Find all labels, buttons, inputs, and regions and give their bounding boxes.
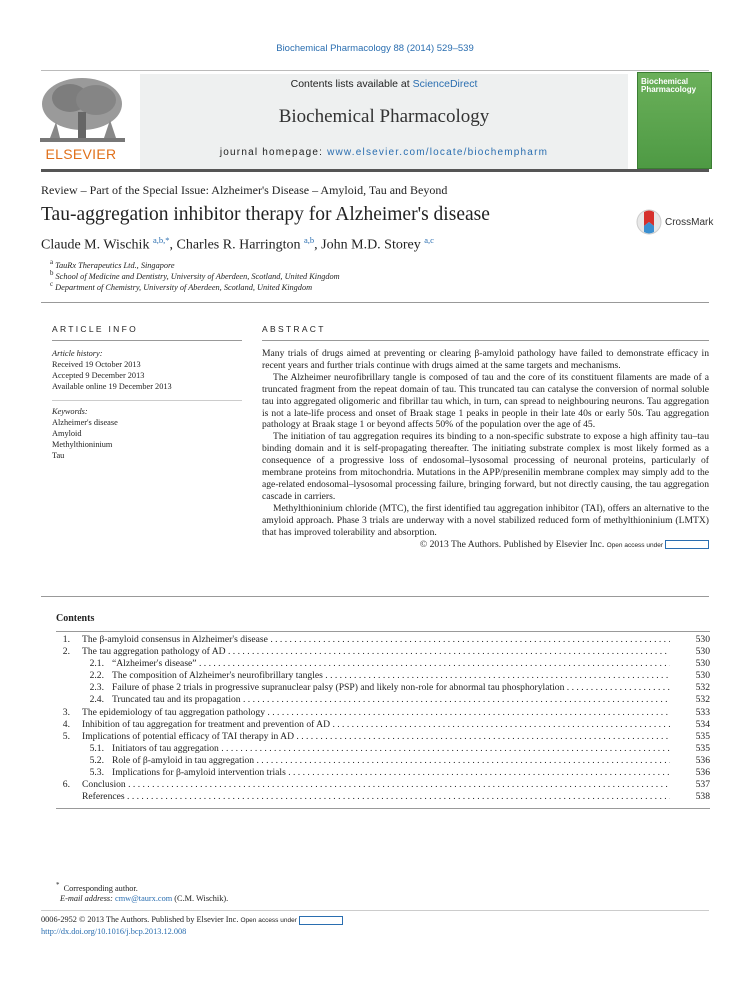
toc-title: Initiators of tau aggregation . . . <box>56 743 670 755</box>
toc-page: 536 <box>695 767 710 779</box>
article-history <box>52 348 172 392</box>
keyword: Amyloid <box>52 429 82 438</box>
affil-mark: b <box>50 270 54 277</box>
cc-license-badge[interactable] <box>665 540 709 549</box>
email-suffix: (C.M. Wischik). <box>174 894 229 903</box>
toc-number: 5.3. <box>89 767 104 779</box>
author-affil-link[interactable]: a,c <box>424 235 434 245</box>
paper-title: Tau-aggregation inhibitor therapy for Alzheimer's disease <box>41 204 490 225</box>
history-item: Received 19 October 2013 <box>52 360 141 369</box>
footnote-email <box>60 894 228 903</box>
toc-entry[interactable] <box>56 682 710 694</box>
toc-title: Failure of phase 2 trials in progressive supranuclear palsy (PSP) and likely non-role for abnormal tau phosphorylation . . . <box>56 682 670 694</box>
toc-page: 530 <box>695 670 710 682</box>
sciencedirect-link[interactable]: ScienceDirect <box>412 78 478 90</box>
toc-title: Inhibition of tau aggregation for treatment and prevention of AD . . . <box>56 719 670 731</box>
toc-page: 530 <box>695 634 710 645</box>
divider <box>41 596 709 597</box>
affil-mark: c <box>50 281 54 288</box>
toc-number: 2.2. <box>89 670 104 682</box>
running-head[interactable]: Biochemical Pharmacology 88 (2014) 529–539 <box>276 43 474 54</box>
toc-number: 1. <box>62 634 70 645</box>
divider <box>41 910 709 911</box>
affil-text: School of Medicine and Dentistry, University of Aberdeen, Scotland, United Kingdom <box>55 271 340 281</box>
toc-entry[interactable] <box>56 707 710 719</box>
toc-entry[interactable] <box>56 767 710 779</box>
toc-page: 532 <box>695 682 710 694</box>
abstract-paragraph: Methylthioninium chloride (MTC), the first identified tau aggregation inhibitor (TAI), offers an alternative to the amyloid approach. Phase 3 trials are underway with a novel stabilized reduced form of methylthioninium (LMTX) that has improved tolerability and absorption. <box>262 502 709 538</box>
toc-page: 535 <box>695 730 710 742</box>
toc-number: 2.1. <box>89 658 104 670</box>
toc-page: 536 <box>695 754 710 766</box>
author-affil-link[interactable]: a,b,* <box>152 235 170 245</box>
toc-title: Truncated tau and its propagation . . . <box>56 694 670 706</box>
keyword: Tau <box>52 451 65 460</box>
table-of-contents <box>56 634 710 803</box>
header-bottom-rule <box>41 169 709 172</box>
issn-line <box>41 915 343 925</box>
header-top-rule <box>41 70 709 71</box>
toc-title: Implications for β-amyloid intervention trials . . . <box>56 767 670 779</box>
toc-entry[interactable] <box>56 791 710 803</box>
toc-title: The tau aggregation pathology of AD . . . <box>56 646 670 658</box>
crossmark-button[interactable] <box>636 208 713 236</box>
affil-text: Department of Chemistry, University of Aberdeen, Scotland, United Kingdom <box>55 282 313 292</box>
divider <box>41 302 709 303</box>
history-item: Available online 19 December 2013 <box>52 382 172 391</box>
copyright-text: © 2013 The Authors. Published by Elsevier Inc. <box>419 538 605 550</box>
divider <box>262 340 709 341</box>
toc-number: 2.4. <box>89 694 104 706</box>
toc-number: 4. <box>62 718 70 730</box>
email-link[interactable]: cmw@taurx.com <box>115 894 173 903</box>
divider <box>56 631 710 632</box>
keyword: Methylthioninium <box>52 440 113 449</box>
keyword: Alzheimer's disease <box>52 418 118 427</box>
toc-number: 6. <box>62 779 70 791</box>
contents-available <box>140 78 628 90</box>
divider <box>56 808 710 809</box>
toc-entry[interactable] <box>56 731 710 743</box>
contents-prefix: Contents lists available at <box>290 78 410 90</box>
affil-mark: a <box>50 259 54 266</box>
affiliation <box>50 281 312 292</box>
abstract-heading: ABSTRACT <box>262 324 326 334</box>
email-label: E-mail address: <box>60 894 113 903</box>
toc-entry[interactable] <box>56 646 710 658</box>
affiliation <box>50 259 175 270</box>
toc-title: Role of β-amyloid in tau aggregation . . . <box>56 755 670 767</box>
issn-text: 0006-2952 © 2013 The Authors. Published by Elsevier Inc. <box>41 915 239 924</box>
publisher-wordmark[interactable]: ELSEVIER <box>45 146 117 162</box>
doi-link[interactable]: http://dx.doi.org/10.1016/j.bcp.2013.12.008 <box>41 927 187 936</box>
affil-text: TauRx Therapeutics Ltd., Singapore <box>55 260 175 270</box>
toc-number: 3. <box>62 706 70 718</box>
toc-title: The composition of Alzheimer's neurofibrillary tangles . . . <box>56 670 670 682</box>
toc-page: 535 <box>695 742 710 754</box>
toc-entry[interactable] <box>56 719 710 731</box>
homepage-link[interactable]: www.elsevier.com/locate/biochempharm <box>327 147 549 158</box>
footnote-mark: * <box>56 882 60 889</box>
toc-number: 5.2. <box>89 754 104 766</box>
abstract-copyright <box>262 539 709 552</box>
abstract-paragraph: The Alzheimer neurofibrillary tangle is composed of tau and the core of its constituent filaments are made of a truncated fragment from the repeat domain of tau. This truncated tau can catalyse the conversion of normal soluble tau into aggregated oligomeric and fibrillar tau which, in turn, can spread to neighbouring neurons. Tau aggregation is not a late-life process and onset of Braak stage 1 peaks in people in their late 40s or early 50s. Tau aggregation pathology at Braak stage 1 or beyond affects 50% of the population over the age of 45. <box>262 371 709 431</box>
toc-page: 532 <box>695 694 710 706</box>
history-item: Accepted 9 December 2013 <box>52 371 145 380</box>
journal-homepage <box>140 147 628 158</box>
toc-page: 530 <box>695 658 710 670</box>
toc-page: 537 <box>695 779 710 791</box>
keywords <box>52 406 118 461</box>
crossmark-label: CrossMark <box>665 216 714 228</box>
toc-title: Implications of potential efficacy of TAI therapy in AD . . . <box>56 731 670 743</box>
author-affil-link[interactable]: a,b <box>304 235 315 245</box>
abstract-paragraph: The initiation of tau aggregation requires its binding to a non-specific substrate to expose a high affinity tau–tau binding domain and it is self-propagating thereafter. The initiating substrate complex is most likely formed as a consequence of a progressive loss of endosomal–lysosomal processing of neuronal proteins, particularly of membrane proteins from mitochondria. Mutations in the APP/presenilin membrane complex may simply add to the age-related endosomal–lysosomal processing failure, bringing forward, but not directly causing, the tau aggregation cascade in carriers. <box>262 431 709 502</box>
contents-heading: Contents <box>56 613 95 624</box>
toc-entry[interactable] <box>56 779 710 791</box>
toc-entry[interactable] <box>56 670 710 682</box>
toc-entry[interactable] <box>56 743 710 755</box>
corresponding-label: Corresponding author. <box>63 883 138 893</box>
cc-license-badge[interactable] <box>299 916 343 925</box>
affiliation <box>50 270 340 281</box>
toc-page: 538 <box>695 791 710 803</box>
toc-title: Conclusion . . . <box>56 779 670 791</box>
toc-title: The β-amyloid consensus in Alzheimer's disease . . . <box>56 634 670 646</box>
crossmark-icon <box>636 208 662 236</box>
author-name: John M.D. Storey <box>321 237 421 253</box>
toc-entry[interactable] <box>56 658 710 670</box>
history-label: Article history: <box>52 349 103 358</box>
open-access-label: Open access under <box>240 917 297 924</box>
author-name: Charles R. Harrington <box>176 237 301 253</box>
toc-page: 534 <box>695 718 710 730</box>
toc-number: 2. <box>62 646 70 658</box>
abstract-body <box>262 348 709 551</box>
toc-number: 2.3. <box>89 682 104 694</box>
homepage-label: journal homepage: <box>219 147 324 158</box>
toc-number: 5. <box>62 730 70 742</box>
toc-title: “Alzheimer's disease” . . . <box>56 658 670 670</box>
author-name: Claude M. Wischik <box>41 237 150 253</box>
divider <box>52 400 242 401</box>
toc-title: The epidemiology of tau aggregation pathology . . . <box>56 707 670 719</box>
journal-title: Biochemical Pharmacology <box>278 106 490 127</box>
toc-page: 533 <box>695 706 710 718</box>
toc-number: 5.1. <box>89 742 104 754</box>
review-line: Review – Part of the Special Issue: Alzheimer's Disease – Amyloid, Tau and Beyond <box>41 183 448 197</box>
journal-cover-title: Biochemical Pharmacology <box>641 77 697 94</box>
footnote-corresponding <box>56 882 138 893</box>
author-list: Claude M. Wischik $^{a,b,*}$, Charles R. Harrington $^{a,b}$, John M.D. Storey $^{a,c}$ <box>41 235 434 253</box>
keywords-label: Keywords: <box>52 407 88 416</box>
abstract-paragraph: Many trials of drugs aimed at preventing or clearing β-amyloid pathology have failed to demonstrate efficacy in recent years and further trials continue with drugs aimed at the same targets and mechanisms. <box>262 348 709 371</box>
toc-page: 530 <box>695 646 710 658</box>
toc-entry[interactable] <box>56 634 710 646</box>
toc-entry[interactable] <box>56 755 710 767</box>
article-info-heading: ARTICLE INFO <box>52 324 139 334</box>
toc-entry[interactable] <box>56 694 710 706</box>
open-access-label: Open access under <box>606 541 663 549</box>
toc-title: References . . . <box>56 791 670 803</box>
divider <box>52 340 242 341</box>
